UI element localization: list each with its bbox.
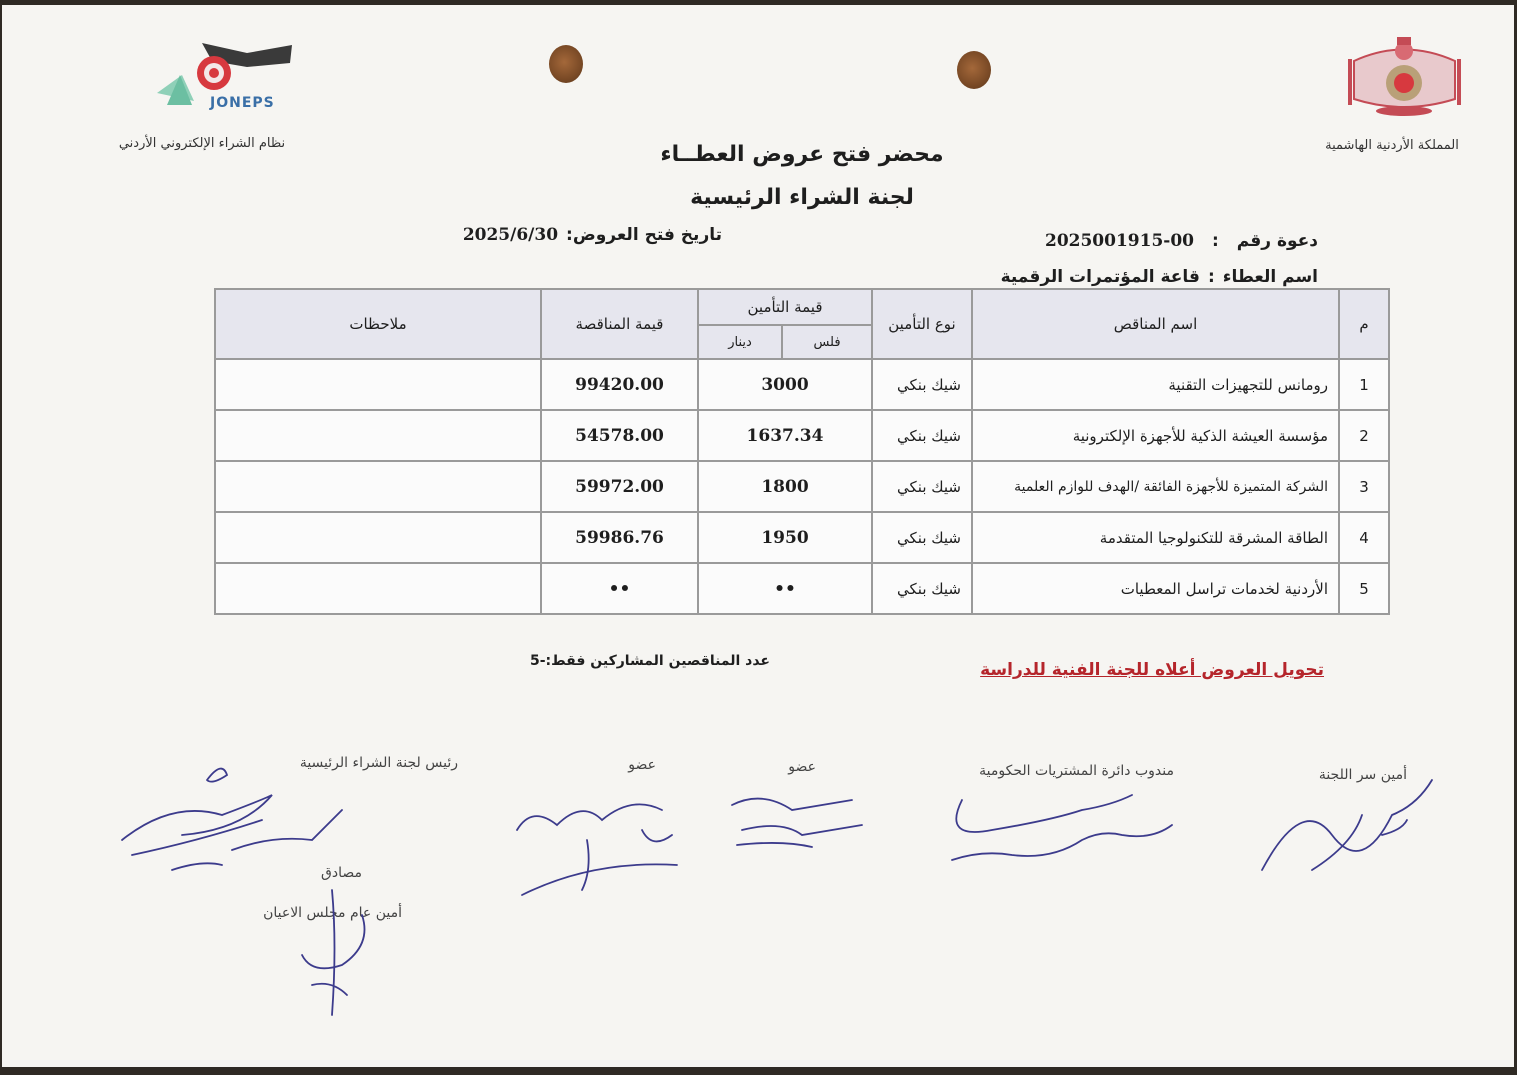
signature-chair <box>112 760 352 880</box>
row-bidder: الأردنية لخدمات تراسل المعطيات <box>972 563 1339 614</box>
table-row <box>215 461 1389 512</box>
row-bidder: الطاقة المشرقة للتكنولوجيا المتقدمة <box>972 512 1339 563</box>
kingdom-caption: المملكة الأردنية الهاشمية <box>1325 138 1459 153</box>
document-page <box>2 5 1514 1067</box>
header-insurance-type: نوع التأمين <box>872 289 972 359</box>
row-insurance-type: شيك بنكي <box>872 461 972 512</box>
punch-hole <box>549 45 583 83</box>
tender-name-label: اسم العطاء <box>1222 267 1318 287</box>
row-index: 5 <box>1339 563 1389 614</box>
bidders-count: عدد المناقصين المشاركين فقط:-5 <box>530 653 770 669</box>
row-insurance-value: 1950 <box>698 512 872 563</box>
row-insurance-type: شيك بنكي <box>872 410 972 461</box>
header-notes: ملاحظات <box>215 289 541 359</box>
joneps-logo <box>152 35 312 117</box>
row-index: 2 <box>1339 410 1389 461</box>
tender-name-line: اسم العطاء : قاعة المؤتمرات الرقمية <box>1000 267 1318 287</box>
row-notes <box>215 359 541 410</box>
signature-member <box>502 780 692 905</box>
invitation-label: دعوة رقم <box>1236 231 1318 251</box>
row-index: 1 <box>1339 359 1389 410</box>
signature-label-member: عضو <box>788 759 816 775</box>
header-bid-value: قيمة المناقصة <box>541 289 698 359</box>
open-date-line <box>432 225 722 245</box>
row-index: 3 <box>1339 461 1389 512</box>
row-bid-value: 59986.76 <box>541 512 698 563</box>
row-insurance-type: شيك بنكي <box>872 512 972 563</box>
joneps-wordmark: JONEPS <box>210 95 275 111</box>
invitation-line: دعوة رقم : 2025001915-00 <box>1044 231 1318 251</box>
row-insurance-value: 3000 <box>698 359 872 410</box>
signature-label-secretary: أمين سر اللجنة <box>1318 767 1407 783</box>
signature-label-member: عضو <box>628 757 656 773</box>
approver-label: أمين عام مجلس الاعيان <box>263 905 402 921</box>
row-bidder: مؤسسة العيشة الذكية للأجهزة الإلكترونية <box>972 410 1339 461</box>
approval-label: مصادق <box>320 865 362 881</box>
document-title: محضر فتح عروض العطــاء <box>660 142 944 167</box>
row-index: 4 <box>1339 512 1389 563</box>
coat-of-arms-emblem <box>1342 33 1467 123</box>
signature-label-chair: رئيس لجنة الشراء الرئيسية <box>299 755 458 771</box>
bids-table <box>214 288 1390 615</box>
signature-member <box>722 785 872 855</box>
header-fils: فلس <box>782 325 872 359</box>
invitation-number: 2025001915-00 <box>1044 231 1194 251</box>
row-bid-value: 99420.00 <box>541 359 698 410</box>
header-dinar: دينار <box>698 325 782 359</box>
header-insurance-value: قيمة التأمين <box>698 289 872 325</box>
row-insurance-type: شيك بنكي <box>872 359 972 410</box>
table-row <box>215 410 1389 461</box>
header-index: م <box>1339 289 1389 359</box>
row-notes <box>215 461 541 512</box>
row-insurance-value: 1637.34 <box>698 410 872 461</box>
table-row <box>215 563 1389 614</box>
row-insurance-value: 1800 <box>698 461 872 512</box>
header-bidder: اسم المناقص <box>972 289 1339 359</box>
open-date-value: 2025/6/30 <box>462 225 559 245</box>
row-notes <box>215 563 541 614</box>
joneps-caption: نظام الشراء الإلكتروني الأردني <box>118 136 286 151</box>
row-bid-value: 54578.00 <box>541 410 698 461</box>
signature-secretary <box>1242 775 1442 885</box>
row-bid-value: •• <box>541 563 698 614</box>
row-notes <box>215 512 541 563</box>
row-notes <box>215 410 541 461</box>
open-date-label: تاريخ فتح العروض: <box>566 225 722 245</box>
committee-title: لجنة الشراء الرئيسية <box>690 185 914 210</box>
signature-label-gov-rep: مندوب دائرة المشتريات الحكومية <box>979 763 1174 779</box>
row-insurance-type: شيك بنكي <box>872 563 972 614</box>
transfer-note: تحويل العروض أعلاه للجنة الفنية للدراسة <box>980 660 1324 680</box>
punch-hole <box>957 51 991 89</box>
row-insurance-value: •• <box>698 563 872 614</box>
table-row <box>215 359 1389 410</box>
table-row <box>215 512 1389 563</box>
signature-gov-rep <box>932 780 1192 890</box>
row-bid-value: 59972.00 <box>541 461 698 512</box>
row-bidder: رومانس للتجهيزات التقنية <box>972 359 1339 410</box>
signature-approver <box>292 885 392 1025</box>
tender-name-value: قاعة المؤتمرات الرقمية <box>1000 267 1200 287</box>
row-bidder: الشركة المتميزة للأجهزة الفائقة /الهدف للوازم العلمية <box>972 461 1339 512</box>
